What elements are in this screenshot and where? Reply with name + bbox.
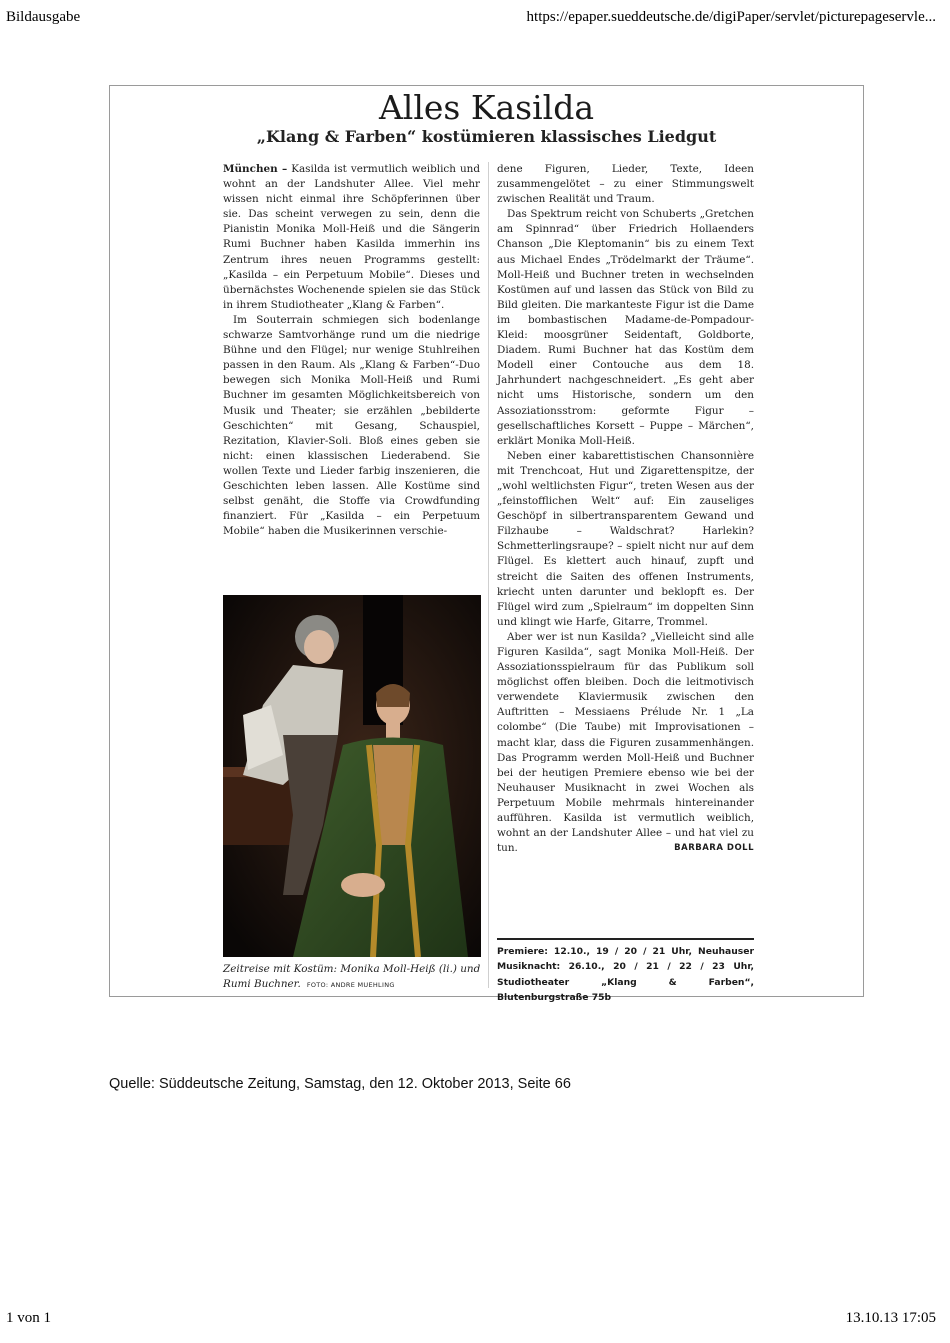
source-line: Quelle: Süddeutsche Zeitung, Samstag, den 12. Oktober 2013, Seite 66	[109, 1076, 571, 1092]
print-footer-timestamp: 13.10.13 17:05	[845, 1310, 936, 1326]
article-paragraph: Im Souterrain schmiegen sich bodenlange schwarze Samtvorhänge rund um die niedrige Bühne und den Flügel; nur wenige Stuhlreihen passen in den Raum. Als „Klang & Farben“-Duo bewegen sich Monika Moll-Heiß und Rumi Buchner im gesamten Möglichkeitsbereich von Musik und Theater; sie erzählen „bebilderte Geschichten“ mit Gesang, Schauspiel, Rezitation, Klavier-Soli. Bloß eines geben sie nicht: einen klassischen Liederabend. Sie wollen Texte und Lieder farbig inszenieren, die Geschichten leben lassen. Alle Kostüme sind selbst genäht, die Stoffe via Crowdfunding finanziert. Für „Kasilda – ein Perpetuum Mobile“ haben die Musikerinnen verschie-	[223, 313, 480, 538]
newspaper-clipping	[109, 85, 864, 1003]
print-header-title: Bildausgabe	[6, 9, 81, 25]
article-photo	[223, 595, 481, 957]
caption-text: Zeitreise mit Kostüm: Monika Moll-Heiß (li.) und Rumi Buchner.	[223, 963, 481, 990]
author-byline: BARBARA DOLL	[674, 843, 754, 854]
article-column-2	[497, 162, 754, 856]
dateline: München –	[223, 163, 288, 175]
photo-illustration	[223, 595, 481, 957]
article-column-1	[223, 162, 480, 539]
print-footer-page: 1 von 1	[6, 1310, 51, 1326]
event-info-box: Premiere: 12.10., 19 / 20 / 21 Uhr, Neuhauser Musiknacht: 26.10., 20 / 21 / 22 / 23 Uhr, Studiotheater „Klang & Farben“, Blutenburgstraße 75b	[497, 938, 754, 1005]
article-paragraph: Neben einer kabarettistischen Chansonnière mit Trenchcoat, Hut und Zigarettenspitze, der „wohl weltlichsten Figur“, treten Wesen aus der „feinstofflichen Welt“ auf: Ein zauseliges Geschöpf in silbertransparentem Gewand und Filzhaube – Waldschrat? Harlekin? Schmetterlingsraupe? – spielt nicht nur auf dem Flügel. Es klettert auch hinauf, zupft und streicht die Saiten des offenen Instruments, kriecht unten darunter und beklopft es. Der Flügel wird zum „Spielraum“ im doppelten Sinn und klingt wie Harfe, Gitarre, Trommel.	[497, 449, 754, 628]
photo-credit: FOTO: ANDRE MUEHLING	[306, 981, 395, 989]
column-divider	[488, 162, 489, 988]
paragraph-text: Aber wer ist nun Kasilda? „Vielleicht sind alle Figuren Kasilda“, sagt Monika Moll-Heiß. Der Assoziationsspielraum für das Publikum soll möglichst offen bleiben. Doch die leitmotivisch verwendete Klaviermusik zwischen den Auftritten – Messiaens Prélude Nr. 1 „La colombe“ (Die Taube) mit Improvisationen – macht klar, dass die Figuren zusammenhängen. Das Programm werden Moll-Heiß und Buchner bei der heutigen Premiere ebenso wie bei der Neuhauser Musiknacht in zwei Wochen als Perpetuum Mobile mehrmals hintereinander aufführen. Kasilda ist vermutlich weiblich, wohnt an der Landshuter Allee – und hat viel zu tun.	[497, 630, 754, 855]
article-paragraph	[497, 630, 754, 856]
article-headline: Alles Kasilda	[378, 88, 595, 127]
article-subheadline: „Klang & Farben“ kostümieren klassisches Liedgut	[256, 127, 717, 146]
print-header-url: https://epaper.sueddeutsche.de/digiPaper/servlet/picturepageservle...	[526, 9, 936, 25]
article-paragraph	[223, 162, 480, 313]
article-paragraph: dene Figuren, Lieder, Texte, Ideen zusammengelötet – zu einer Stimmungswelt zwischen Realität und Traum.	[497, 163, 754, 206]
paragraph-text: Kasilda ist vermutlich weiblich und wohnt an der Landshuter Allee. Viel mehr wissen nicht einmal ihre Schöpferinnen über sie. Das scheint verwegen zu sein, denn die Pianistin Monika Moll-Heiß und die Sängerin Rumi Buchner haben Kasilda immerhin ins Zentrum ihres neuen Programms gestellt: „Kasilda – ein Perpetuum Mobile“. Dieses und übernächstes Wochenende spielen sie das Stück in ihrem Studiotheater „Klang & Farben“.	[223, 163, 480, 311]
photo-caption	[223, 962, 485, 993]
article-paragraph: Das Spektrum reicht von Schuberts „Gretchen am Spinnrad“ über Friedrich Hollaenders Chanson „Die Kleptomanin“ bis zu einem Text aus Michael Endes „Trödelmarkt der Träume“. Moll-Heiß und Buchner treten in wechselnden Kostümen auf und lassen das Stück von Bild zu Bild gleiten. Die markanteste Figur ist die Dame im bombastischen Madame-de-Pompadour-Kleid: moosgrüner Seidentaft, Goldborte, Diadem. Rumi Buchner hat das Kostüm dem Modell einer Contouche aus dem 18. Jahrhundert nachgeschneidert. „Es geht aber nicht ums Historische, sondern um den Assoziationsstrom: geformte Figur – gesellschaftliches Korsett – Puppe – Märchen“, erklärt Monika Moll-Heiß.	[497, 208, 754, 447]
